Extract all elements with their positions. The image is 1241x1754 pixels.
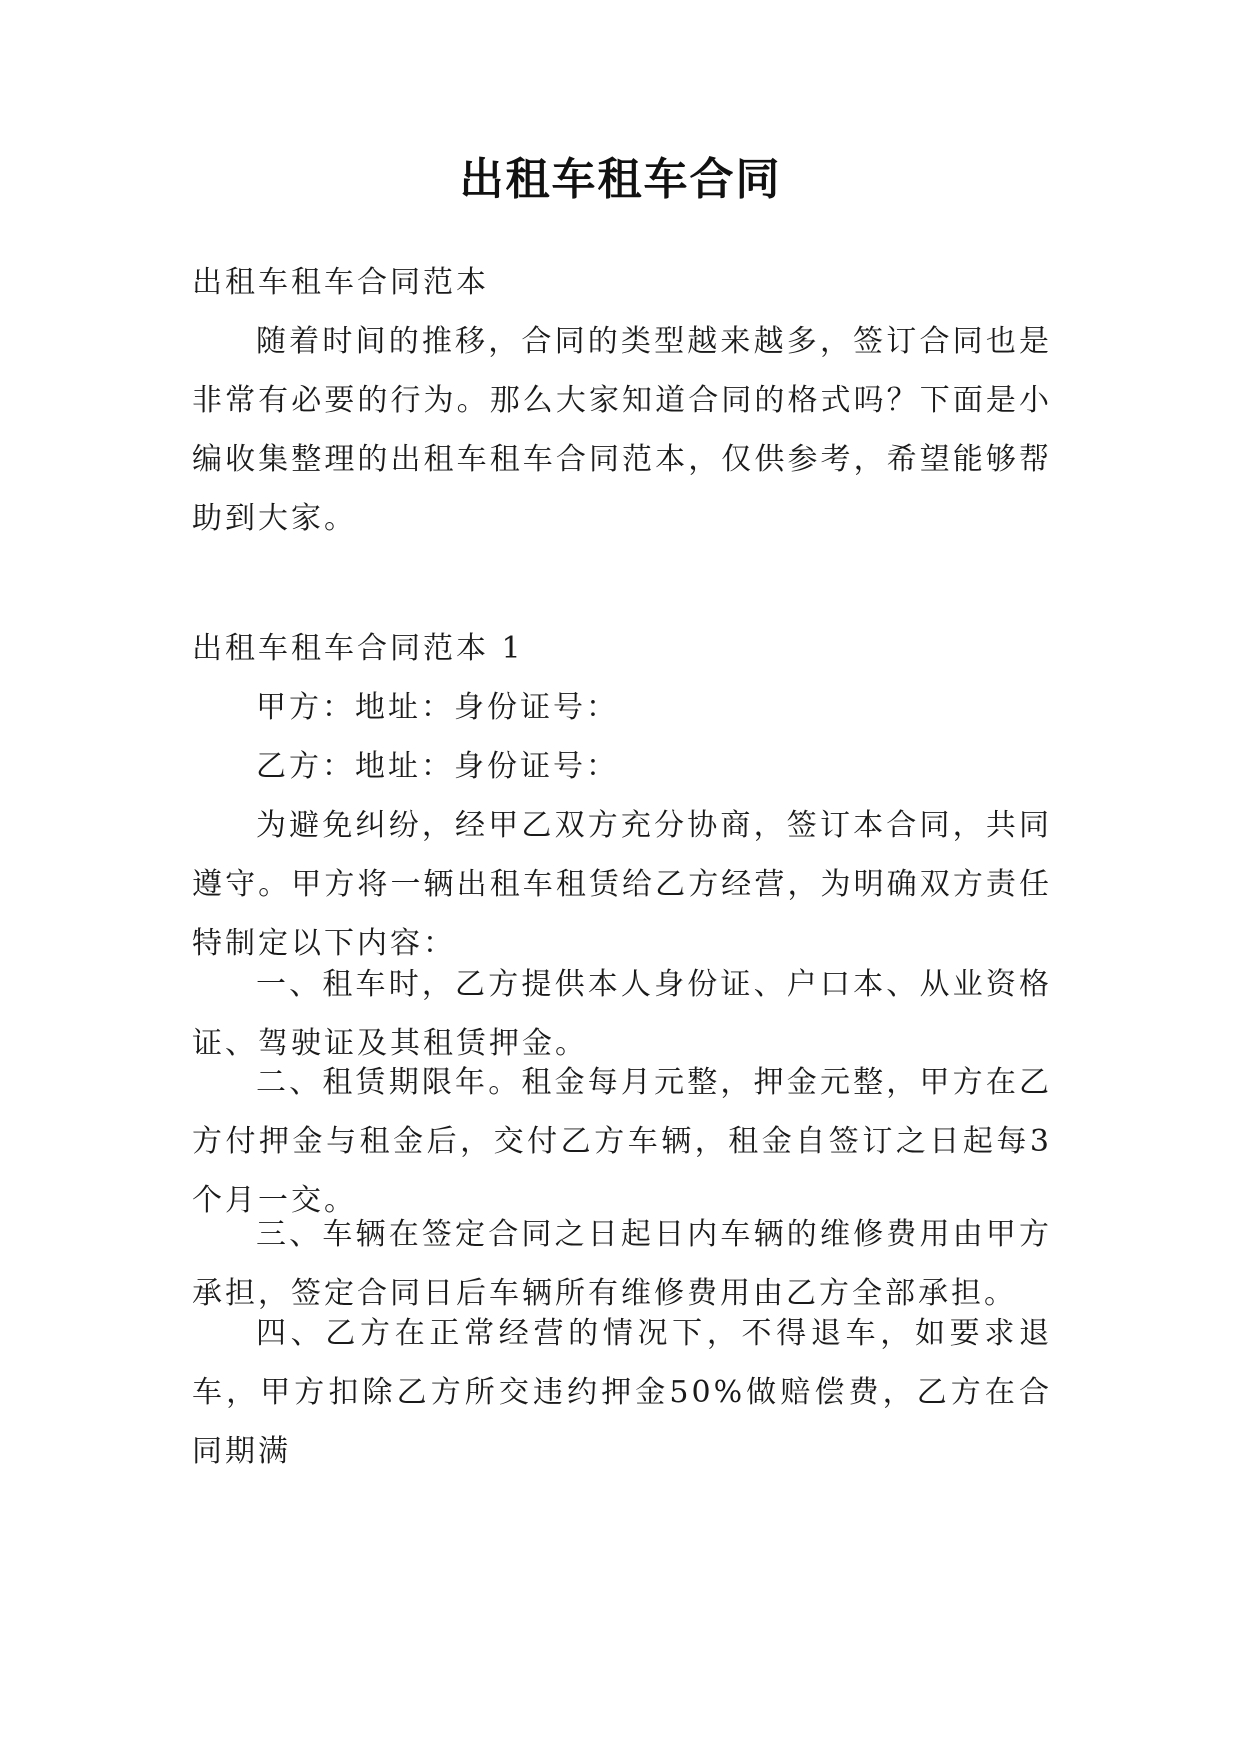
section-heading: 出租车租车合同范本 1 xyxy=(192,631,524,666)
party-b-line: 乙方：地址：身份证号： xyxy=(256,749,619,784)
clause-1-text: 一、租车时，乙方提供本人身份证、户口本、从业资格证、驾驶证及其租赁押金。 xyxy=(192,967,1052,1061)
preamble-text: 为避免纠纷，经甲乙双方充分协商，签订本合同，共同遵守。甲方将一辆出租车租赁给乙方经营，为明确双方责任特制定以下内容： xyxy=(192,808,1052,961)
clause-4-paragraph xyxy=(192,1304,1052,1481)
document-title: 出租车租车合同 xyxy=(459,154,782,205)
intro-text: 随着时间的推移，合同的类型越来越多，签订合同也是非常有必要的行为。那么大家知道合同的格式吗？下面是小编收集整理的出租车租车合同范本，仅供参考，希望能够帮助到大家。 xyxy=(192,324,1052,536)
intro-paragraph xyxy=(192,312,1052,548)
clause-2-text: 二、租赁期限年。租金每月元整，押金元整，甲方在乙方付押金与租金后，交付乙方车辆，租金自签订之日起每3个月一交。 xyxy=(192,1065,1052,1218)
party-a-line: 甲方：地址：身份证号： xyxy=(256,690,619,725)
clause-4-text: 四、乙方在正常经营的情况下，不得退车，如要求退车，甲方扣除乙方所交违约押金50%做赔偿费，乙方在合同期满 xyxy=(192,1316,1052,1469)
clause-2-paragraph xyxy=(192,1053,1052,1230)
preamble-paragraph xyxy=(192,796,1052,973)
document-subtitle: 出租车租车合同范本 xyxy=(192,265,489,300)
clause-3-text: 三、车辆在签定合同之日起日内车辆的维修费用由甲方承担，签定合同日后车辆所有维修费用由乙方全部承担。 xyxy=(192,1217,1052,1311)
